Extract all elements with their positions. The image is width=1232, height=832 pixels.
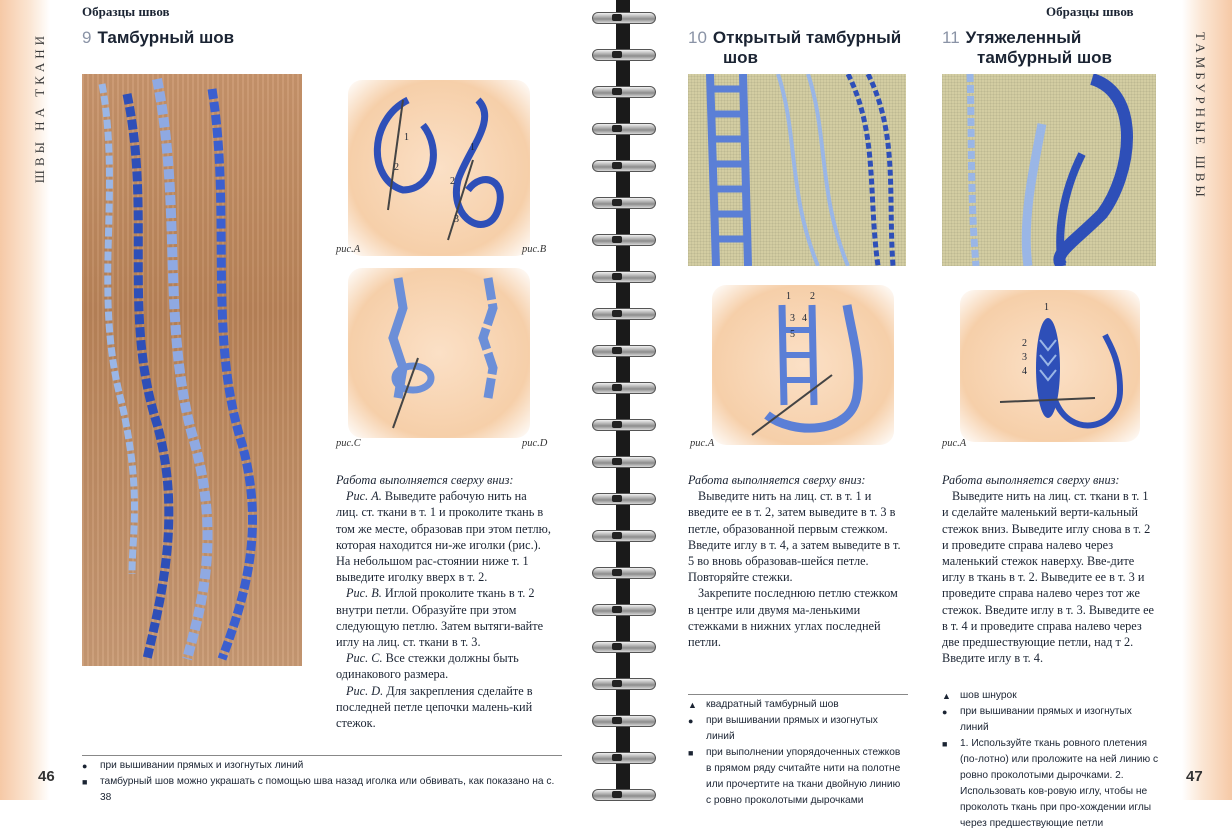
chain-loop-diagram-ab bbox=[348, 80, 530, 256]
binding-coil bbox=[582, 641, 662, 653]
step-label: 4 bbox=[1022, 366, 1027, 377]
stitch-10-notes bbox=[688, 694, 908, 809]
step-label: 2 bbox=[810, 291, 815, 302]
caption-11-fig-a: рис.A bbox=[942, 438, 967, 449]
step-a-text: Рис. A. Выведите рабочую нить на лиц. ст. ткани в т. 1 и проколите ткань в том же месте, образовав при этом петлю, которая находится ни-же иголки (рис.). На небольшом рас-стоянии ниже т. 1 выведите иголку вверх в т. 2. bbox=[336, 489, 551, 585]
note-row: ● при вышивании прямых и изогнутых линий bbox=[688, 715, 878, 742]
heavy-chain-illustration bbox=[960, 290, 1140, 442]
stitch-11-name-line2: тамбурный шов bbox=[977, 48, 1112, 67]
note-row: ● при вышивании прямых и изогнутых линий bbox=[82, 760, 304, 771]
note-row: ■ тамбурный шов можно украшать с помощью шва назад иголка или обвивать, как показано на с. 38 bbox=[82, 776, 555, 803]
binding-coil bbox=[582, 345, 662, 357]
instructions-paragraph: Закрепите последнюю петлю стежком в центре или двумя ма-ленькими стежками в нижних углах последней петли. bbox=[688, 586, 898, 650]
stitch-9-notes bbox=[82, 755, 562, 806]
stitch-11-notes bbox=[942, 688, 1160, 832]
note-row: ■ 1. Используйте ткань ровного плетения (по-лотно) или проложите на ней линию с ровно проколотыми дырочками. 2. Использовать ков-ровую иглу, чтобы не проколоть ткань при про-хождении иглы через предшествующие петли bbox=[942, 738, 1159, 829]
note-row: ▲ квадратный тамбурный шов bbox=[688, 699, 839, 710]
step-label: 1 bbox=[786, 291, 791, 302]
step-label: 1 bbox=[404, 132, 409, 143]
note-row: ● при вышивании прямых и изогнутых линий bbox=[942, 706, 1132, 733]
binding-coil bbox=[582, 234, 662, 246]
caption-10-fig-a: рис.A bbox=[690, 438, 715, 449]
page-number-left: 46 bbox=[38, 768, 55, 785]
chain-stitch-threads bbox=[82, 74, 302, 666]
binding-coil bbox=[582, 604, 662, 616]
illustration-ab bbox=[348, 80, 530, 256]
binding-coil bbox=[582, 419, 662, 431]
caption-fig-a: рис.A bbox=[336, 244, 361, 255]
heavy-chain-threads bbox=[942, 74, 1156, 266]
step-label: 1 bbox=[1044, 302, 1049, 313]
step-label: 3 bbox=[1022, 352, 1027, 363]
illustration-cd bbox=[348, 268, 530, 438]
step-label: 2 bbox=[394, 162, 399, 173]
heavy-chain-stitch-photo bbox=[942, 74, 1156, 266]
stitch-11-name-line1: Утяжеленный bbox=[965, 28, 1082, 47]
binding-coil bbox=[582, 530, 662, 542]
step-label: 2 bbox=[1022, 338, 1027, 349]
note-row: ▲ шов шнурок bbox=[942, 690, 1017, 701]
step-label: 2 bbox=[450, 176, 455, 187]
open-chain-diagram bbox=[712, 285, 894, 445]
binding-coil bbox=[582, 715, 662, 727]
binding-coil bbox=[582, 271, 662, 283]
instructions-lead: Работа выполняется сверху вниз: bbox=[688, 473, 866, 487]
binding-coil bbox=[582, 86, 662, 98]
binding-coil bbox=[582, 752, 662, 764]
step-label: 1 bbox=[470, 142, 475, 153]
stitch-10-title bbox=[688, 28, 901, 68]
binding-coil bbox=[582, 160, 662, 172]
binding-coil bbox=[582, 197, 662, 209]
binding-coil bbox=[582, 382, 662, 394]
step-label: 5 bbox=[790, 329, 795, 340]
left-side-label: ШВЫ НА ТКАНИ bbox=[32, 32, 47, 184]
step-d-text: Рис. D. Для закрепления сделайте в последней петле цепочки малень-кий стежок. bbox=[336, 683, 533, 731]
step-label: 3 bbox=[790, 313, 795, 324]
stitch-11-number: 11 bbox=[942, 28, 960, 47]
stitch-11-title bbox=[942, 28, 1112, 68]
open-chain-threads bbox=[688, 74, 906, 266]
heavy-chain-diagram bbox=[960, 290, 1140, 442]
step-c-text: Рис. C. Все стежки должны быть одинакового размера. bbox=[336, 651, 519, 682]
right-side-label: ТАМБУРНЫЕ ШВЫ bbox=[1193, 32, 1208, 201]
step-label: 3 bbox=[454, 214, 459, 225]
stitch-9-name: Тамбурный шов bbox=[97, 28, 235, 47]
caption-fig-c: рис.C bbox=[336, 438, 361, 449]
caption-fig-b: рис.B bbox=[522, 244, 547, 255]
binding-coil bbox=[582, 12, 662, 24]
instructions-paragraph: Выведите нить на лиц. ст. ткани в т. 1 и сделайте маленький верти-кальный стежок вниз. Выведите иглу снова в т. 2 и проведите справа налево через маленький стежок наверху. Вве-дите иглу в ткань в т. 2. Выведите ее в т. 3 и проведите справа налево через тот же стежок. Введите иглу в т. 3. Выведите ее в т. 4 и проведите справа налево через две предшествующие петли, над т 2. Введите иглу в т. 4. bbox=[942, 489, 1155, 666]
chain-loop-diagram-cd bbox=[348, 268, 530, 438]
stitch-11-instructions bbox=[942, 472, 1158, 666]
step-b-text: Рис. B. Иглой проколите ткань в т. 2 внутри петли. Образуйте при этом следующую петлю. Затем вытяги-вайте иглу на лиц. ст. ткани в т. 3. bbox=[336, 586, 544, 650]
instructions-lead: Работа выполняется сверху вниз: bbox=[942, 473, 1120, 487]
stitch-9-number: 9 bbox=[82, 28, 92, 47]
stitch-9-instructions bbox=[336, 472, 551, 731]
note-row: ■ при выполнении упорядоченных стежков в прямом ряду считайте нити на полотне или прочертите на ткани двойную линию с ровно проколотыми дырочками bbox=[688, 747, 901, 806]
binding-coil bbox=[582, 789, 662, 801]
caption-fig-d: рис.D bbox=[522, 438, 548, 449]
stitch-10-number: 10 bbox=[688, 28, 707, 47]
left-page-header: Образцы швов bbox=[82, 4, 170, 19]
step-label: 4 bbox=[802, 313, 807, 324]
binding-coil bbox=[582, 493, 662, 505]
stitch-9-title bbox=[82, 28, 234, 48]
chain-stitch-photo bbox=[82, 74, 302, 666]
open-chain-illustration bbox=[712, 285, 894, 445]
binding-coil bbox=[582, 456, 662, 468]
binding-coil bbox=[582, 49, 662, 61]
binding-coil bbox=[582, 678, 662, 690]
stitch-10-name-line2: шов bbox=[723, 48, 759, 67]
instructions-paragraph: Выведите нить на лиц. ст. в т. 1 и введите ее в т. 2, затем выведите в т. 3 в петле, образованной первым стежком. Введите иглу в т. 4, а затем выведите в т. 5 во вновь образовав-шейся петле. Повторяйте стежки. bbox=[688, 489, 901, 585]
binding-coil bbox=[582, 308, 662, 320]
stitch-10-name-line1: Открытый тамбурный bbox=[712, 28, 902, 47]
binding-coil bbox=[582, 567, 662, 579]
stitch-10-instructions bbox=[688, 472, 906, 650]
binding-coil bbox=[582, 123, 662, 135]
open-chain-stitch-photo bbox=[688, 74, 906, 266]
page-number-right: 47 bbox=[1186, 768, 1203, 785]
instructions-lead: Работа выполняется сверху вниз: bbox=[336, 473, 514, 487]
right-page-header: Образцы швов bbox=[1046, 4, 1134, 19]
